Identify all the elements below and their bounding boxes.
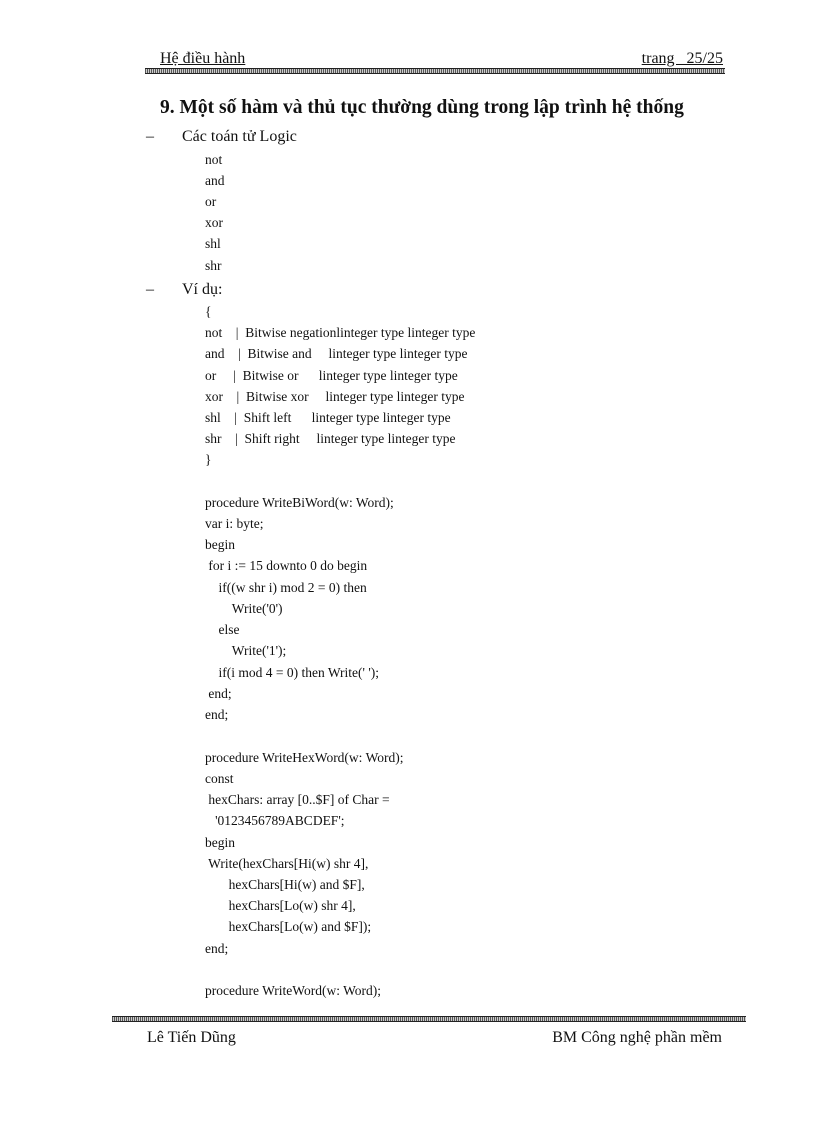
code-line: or | Bitwise or linteger type linteger type [205, 368, 458, 383]
code-line: Write('1'); [205, 643, 287, 658]
code-line: Write(hexChars[Hi(w) shr 4], [205, 856, 369, 871]
header-page-number: trang 25/25 [641, 50, 723, 67]
code-line: and | Bitwise and linteger type linteger type [205, 346, 468, 361]
code-line: begin [205, 537, 235, 552]
code-line: procedure WriteBiWord(w: Word); [205, 495, 394, 510]
code-line: end; [205, 707, 229, 722]
bullet-logic-operators [146, 128, 297, 146]
operator-item: or [205, 194, 217, 209]
page-header [145, 50, 725, 70]
code-line: if(i mod 4 = 0) then Write(' '); [205, 665, 380, 680]
code-line: shl | Shift left linteger type linteger type [205, 410, 451, 425]
operator-item: and [205, 173, 225, 188]
section-title: 9. Một số hàm và thủ tục thường dùng trong lập trình hệ thống [160, 97, 684, 118]
operator-item: xor [205, 215, 223, 230]
code-line: hexChars[Lo(w) and $F]); [205, 919, 372, 934]
code-line: not | Bitwise negationlinteger type linteger type [205, 325, 476, 340]
code-line: var i: byte; [205, 516, 264, 531]
operator-item: shl [205, 236, 221, 251]
code-line: procedure WriteWord(w: Word); [205, 983, 381, 998]
bullet-example [146, 281, 222, 299]
code-line: else [205, 622, 240, 637]
footer-divider [112, 1016, 746, 1022]
footer-department: BM Công nghệ phần mềm [552, 1029, 722, 1046]
code-line: { [205, 304, 212, 319]
code-line: end; [205, 686, 232, 701]
bullet-dash: – [146, 281, 154, 298]
code-line: end; [205, 941, 229, 956]
header-doc-title: Hệ điều hành [160, 50, 246, 67]
code-line: procedure WriteHexWord(w: Word); [205, 750, 404, 765]
code-line: hexChars: array [0..$F] of Char = [205, 792, 390, 807]
operator-item: shr [205, 258, 222, 273]
code-line: if((w shr i) mod 2 = 0) then [205, 580, 367, 595]
code-line: Write('0') [205, 601, 283, 616]
code-line: shr | Shift right linteger type linteger type [205, 431, 456, 446]
footer-author: Lê Tiến Dũng [147, 1029, 236, 1046]
code-line: hexChars[Lo(w) shr 4], [205, 898, 356, 913]
code-line: '0123456789ABCDEF'; [205, 813, 345, 828]
code-line: } [205, 452, 212, 467]
operator-item: not [205, 152, 223, 167]
bullet-example-label: Ví dụ: [182, 281, 223, 298]
code-line: const [205, 771, 234, 786]
code-line: hexChars[Hi(w) and $F], [205, 877, 365, 892]
header-divider [145, 68, 725, 74]
bullet-logic-label: Các toán tử Logic [182, 128, 297, 145]
code-line: xor | Bitwise xor linteger type linteger type [205, 389, 465, 404]
code-line: for i := 15 downto 0 do begin [205, 558, 368, 573]
code-line: begin [205, 835, 235, 850]
bullet-dash: – [146, 128, 154, 145]
